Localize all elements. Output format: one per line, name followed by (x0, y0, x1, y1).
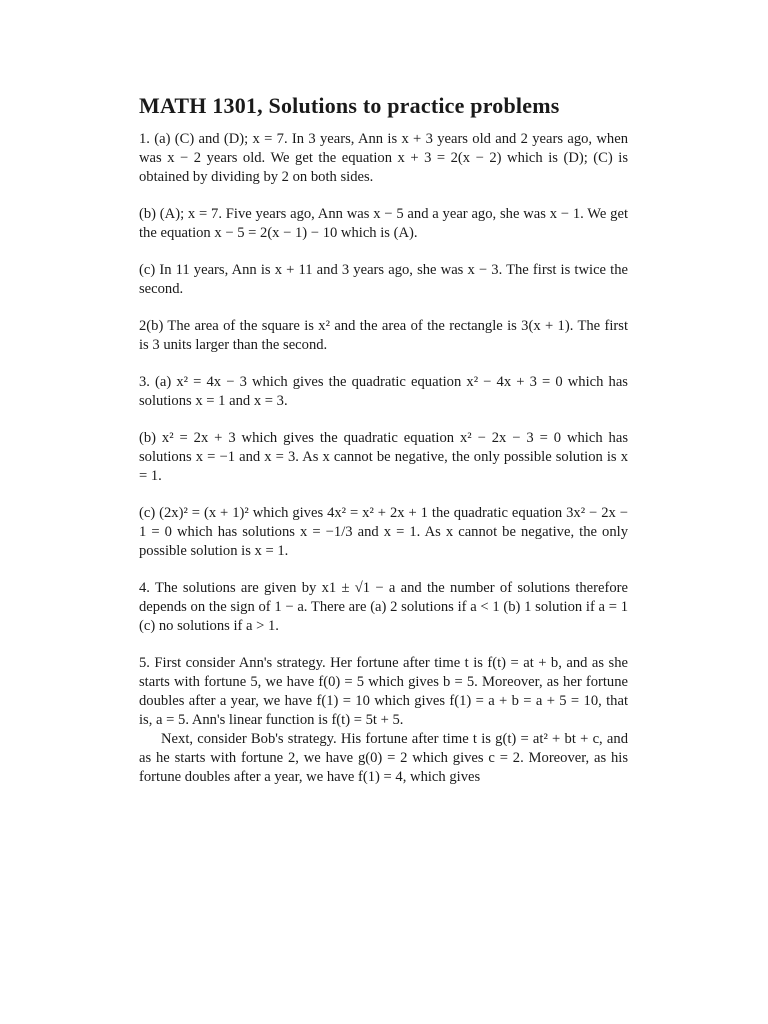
paragraph-2b (139, 317, 632, 355)
document-page (139, 92, 632, 805)
page-title: MATH 1301, Solutions to practice problems (139, 93, 560, 118)
paragraph-text: (b) x² = 2x + 3 which gives the quadratic equation x² − 2x − 3 = 0 which has solutions x = −1 and x = 3. As x cannot be negative, the only possible solution is x = 1. (139, 430, 632, 484)
paragraph-text: 3. (a) x² = 4x − 3 which gives the quadratic equation x² − 4x + 3 = 0 which has solutions x = 1 and x = 3. (139, 374, 632, 409)
paragraph-text: 1. (a) (C) and (D); x = 7. In 3 years, Ann is x + 3 years old and 2 years ago, when was x − 2 years old. We get the equation x + 3 = 2(x − 2) which is (D); (C) is obtained by dividing by 2 on both sides. (139, 131, 632, 185)
paragraph-5 (139, 654, 632, 730)
paragraph-text: 2(b) The area of the square is x² and the area of the rectangle is 3(x + 1). The first is 3 units larger than the second. (139, 318, 632, 353)
paragraph-text: Next, consider Bob's strategy. His fortune after time t is g(t) = at² + bt + c, and as he starts with fortune 2, we have g(0) = 2 which gives c = 2. Moreover, as his fortune doubles after a year, we have f(1) = 4, which gives (139, 731, 632, 785)
paragraph-1c (139, 261, 632, 299)
paragraph-1b (139, 205, 632, 243)
paragraph-3b (139, 429, 632, 486)
paragraph-text: 5. First consider Ann's strategy. Her fortune after time t is f(t) = at + b, and as she starts with fortune 5, we have f(0) = 5 which gives b = 5. Moreover, as her fortune doubles after a year, we have f(1) = 10 which gives f(1) = a + b = a + 5 = 10, that is, a = 5. Ann's linear function is f(t) = 5t + 5. (139, 655, 632, 728)
paragraph-3a (139, 373, 632, 411)
paragraph-3c (139, 504, 632, 561)
paragraph-text: (c) (2x)² = (x + 1)² which gives 4x² = x² + 2x + 1 the quadratic equation 3x² − 2x − 1 = 0 which has solutions x = −1/3 and x = 1. As x cannot be negative, the only possible solution is x = 1. (139, 505, 632, 559)
paragraph-4 (139, 579, 632, 636)
paragraph-text: (c) In 11 years, Ann is x + 11 and 3 years ago, she was x − 3. The first is twice the second. (139, 262, 632, 297)
paragraph-text: 4. The solutions are given by x1 ± √1 − a and the number of solutions therefore depends on the sign of 1 − a. There are (a) 2 solutions if a < 1 (b) 1 solution if a = 1 (c) no solutions if a > 1. (139, 580, 632, 634)
paragraph-text: (b) (A); x = 7. Five years ago, Ann was x − 5 and a year ago, she was x − 1. We get the equation x − 5 = 2(x − 1) − 10 which is (A). (139, 206, 632, 241)
paragraph-5-continued (139, 730, 632, 787)
paragraph-1a (139, 130, 632, 187)
